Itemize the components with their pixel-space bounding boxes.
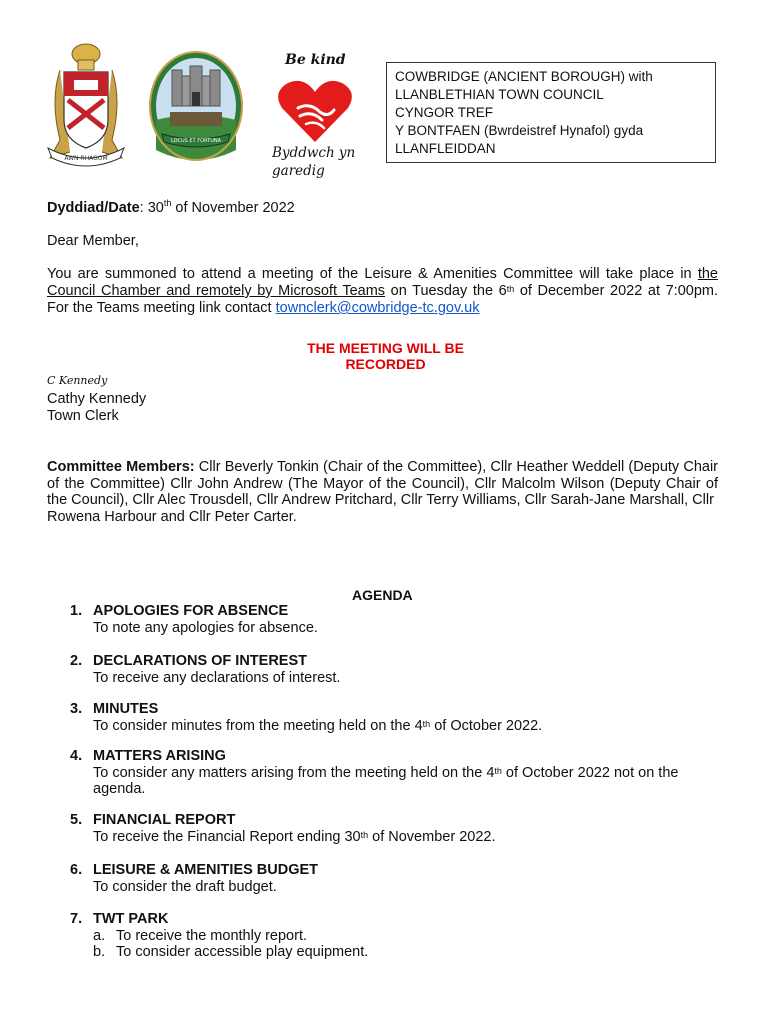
agenda-title: AGENDA — [352, 587, 413, 603]
agenda-heading: MATTERS ARISING — [93, 748, 226, 764]
be-kind-title: Be kind — [285, 52, 346, 68]
summons-text: of December 2022 at 7:00pm. For the Teams meeting link contact — [47, 283, 718, 316]
agenda-heading: LEISURE & AMENITIES BUDGET — [93, 862, 319, 878]
agenda-description: To consider the draft budget. — [93, 878, 277, 895]
agenda-suffix: th — [422, 718, 431, 729]
agenda-heading: MINUTES — [93, 701, 159, 717]
summons-text: You are summoned to attend a meeting of the Leisure & Amenities Committee will take place in — [47, 266, 698, 282]
agenda-number: 2. — [70, 653, 83, 669]
agenda-description: To receive any declarations of interest. — [93, 669, 341, 686]
agenda-suffix: th — [494, 765, 502, 776]
agenda-item — [70, 653, 720, 686]
council-name-line: LLANFLEIDDAN — [395, 141, 496, 156]
subitem-text: To consider accessible play equipment. — [116, 944, 369, 960]
be-kind-welsh-line1: Byddwch yn — [272, 145, 356, 161]
agenda-description-text: To consider any matters arising from the meeting held on the 4 — [93, 764, 495, 781]
recorded-notice-line2: RECORDED — [345, 356, 426, 372]
svg-text:AWN RHAGOM: AWN RHAGOM — [64, 155, 108, 162]
agenda-item — [70, 701, 720, 734]
subitem-text: To receive the monthly report. — [116, 927, 308, 944]
agenda-description-text: of October 2022. — [430, 717, 543, 734]
council-name-line: COWBRIDGE (ANCIENT BOROUGH) with — [395, 69, 653, 84]
town-crest-logo — [40, 40, 132, 170]
meeting-date: Dyddiad/Date: 30th of November 2022 — [47, 198, 295, 216]
date-day: 30 — [147, 200, 164, 216]
venue-text: the Council Chamber and remotely by Microsoft Teams — [47, 266, 718, 299]
agenda-heading: FINANCIAL REPORT — [93, 812, 236, 828]
agenda-description — [93, 765, 720, 798]
agenda-item — [70, 911, 720, 961]
date-label: Dyddiad/Date — [47, 200, 140, 216]
date-suffix: th — [163, 198, 172, 208]
svg-text:LOCUS ET FORTUNA: LOCUS ET FORTUNA — [170, 138, 222, 144]
summons-paragraph — [47, 266, 718, 317]
agenda-description-text: of November 2022. — [368, 828, 496, 845]
castle-badge-logo — [148, 50, 244, 162]
agenda-heading: APOLOGIES FOR ABSENCE — [93, 603, 289, 619]
agenda-description: To note any apologies for absence. — [93, 619, 318, 636]
be-kind-welsh — [272, 144, 372, 180]
date-rest: of November 2022 — [171, 200, 295, 216]
council-name-line: Y BONTFAEN (Bwrdeistref Hynafol) gyda — [395, 123, 644, 138]
agenda-number: 7. — [70, 911, 83, 927]
recorded-notice-line1: THE MEETING WILL BE — [307, 340, 464, 356]
clerk-title: Town Clerk — [47, 408, 119, 424]
agenda-description-text: To consider minutes from the meeting held on the 4 — [93, 717, 423, 734]
agenda-item — [70, 862, 720, 895]
committee-members — [47, 459, 718, 525]
council-name-line: LLANBLETHIAN TOWN COUNCIL — [395, 87, 604, 102]
clerk-name: Cathy Kennedy — [47, 391, 147, 407]
agenda-description-text: of October 2022 not on the agenda. — [93, 764, 679, 797]
clerk-email-link[interactable]: townclerk@cowbridge-tc.gov.uk — [275, 300, 480, 316]
agenda-description — [93, 718, 720, 735]
agenda-subitem — [93, 944, 720, 961]
agenda-suffix: th — [360, 829, 369, 840]
agenda-heading: DECLARATIONS OF INTEREST — [93, 653, 308, 669]
agenda-item — [70, 603, 720, 636]
agenda-number: 6. — [70, 862, 83, 878]
greeting: Dear Member, — [47, 233, 139, 249]
recorded-notice — [200, 340, 571, 372]
agenda-item — [70, 812, 720, 845]
subitem-letter: b. — [93, 944, 106, 960]
agenda-number: 5. — [70, 812, 83, 828]
members-text-last: Rowena Harbour and Cllr Peter Carter. — [47, 508, 297, 525]
clerk-signature: C Kennedy — [47, 374, 108, 387]
subitem-letter: a. — [93, 927, 106, 944]
heart-hands-icon — [276, 78, 354, 144]
agenda-subitem — [93, 928, 720, 945]
summons-text: on Tuesday the 6 — [385, 283, 507, 299]
agenda-number: 3. — [70, 701, 83, 717]
summons-suffix: th — [506, 284, 515, 294]
agenda-number: 4. — [70, 748, 83, 764]
council-name-box — [386, 62, 716, 163]
agenda-number: 1. — [70, 603, 83, 619]
agenda-heading: TWT PARK — [93, 911, 169, 927]
clerk-block — [47, 391, 146, 425]
agenda-item — [70, 748, 720, 798]
members-label: Committee Members: — [47, 459, 195, 475]
agenda-description-text: To receive the Financial Report ending 30 — [93, 828, 361, 845]
members-text: Cllr Beverly Tonkin (Chair of the Committee), Cllr Heather Weddell (Deputy Chair of the Committee) Cllr John Andrew (The Mayor of the Council), Cllr Malcolm Wilson (Deputy Chair of the Council), Cllr Alec Trousdell, Cllr Andrew Pritchard, Cllr Terry Williams, Cllr Sarah-Jane Marshall, Cllr — [47, 459, 719, 508]
agenda-description — [93, 829, 720, 846]
council-name-line: CYNGOR TREF — [395, 105, 494, 120]
be-kind-welsh-line2: garedig — [272, 163, 325, 179]
